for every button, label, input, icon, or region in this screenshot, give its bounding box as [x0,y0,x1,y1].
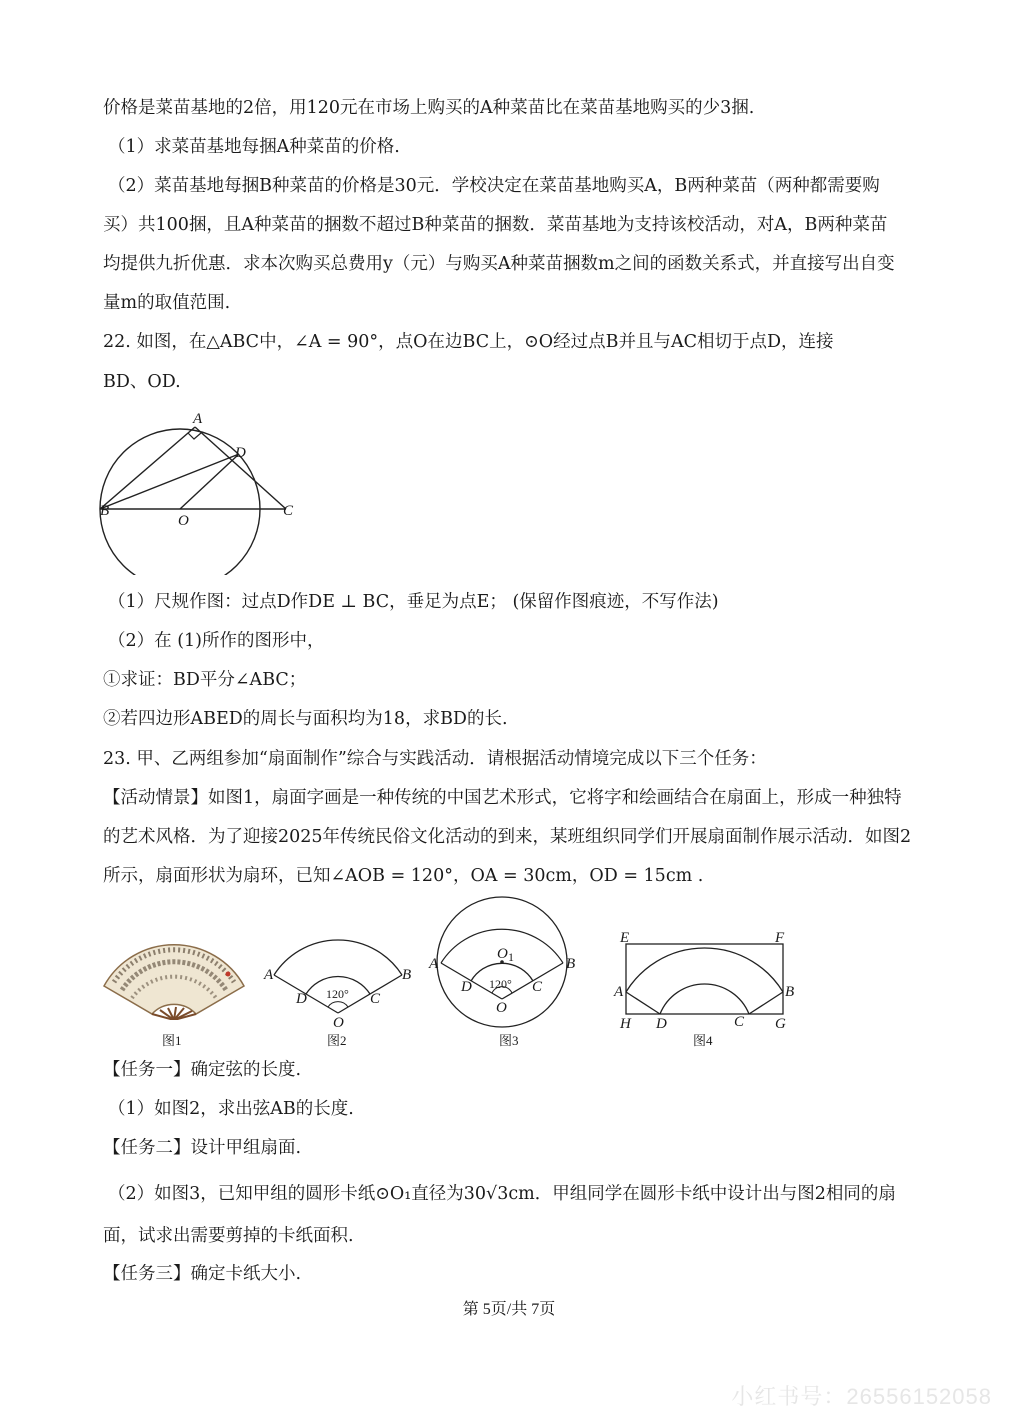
text-line-3: （2）菜苗基地每捆B种菜苗的价格是30元．学校决定在菜苗基地购买A，B两种菜苗（两种都需要购 [108,176,880,196]
segment-bd [100,454,239,509]
text-line-4: 买）共100捆，且A种菜苗的捆数不超过B种菜苗的捆数．菜苗基地为支持该校活动，对A，B两种菜苗 [103,215,888,235]
text-line-21: 面，试求出需要剪掉的卡纸面积. [103,1226,354,1246]
text-line-5: 均提供九折优惠．求本次购买总费用y（元）与购买A种菜苗捆数m之间的函数关系式，并直接写出自变 [103,254,895,274]
text-line-10: （2）在 (1)所作的图形中， [108,631,325,651]
label-b: B [566,956,576,972]
text-line-2: （1）求菜苗基地每捆A种菜苗的价格. [108,137,400,157]
figure-1-fan-image [100,940,248,1020]
text-line-18: （1）如图2，求出弦AB的长度. [108,1099,354,1119]
angle-label: 120° [326,987,349,1001]
figure-q22 [98,405,308,575]
caption-figure-1: 图1 [162,1033,182,1048]
figure-4-rectangle-card [612,930,797,1030]
text-line-1: 价格是菜苗基地的2倍，用120元在市场上购买的A种菜苗比在菜苗基地购买的少3捆. [103,98,755,118]
question-23-stem: 23. 甲、乙两组参加“扇面制作”综合与实践活动．请根据活动情境完成以下三个任务： [103,749,767,769]
task-2-heading: 【任务二】设计甲组扇面. [103,1138,302,1158]
label-g: G [775,1016,786,1030]
label-c: C [734,1014,745,1030]
text-line-12: ②若四边形ABED的周长与面积均为18，求BD的长. [103,709,508,729]
label-c: C [283,503,294,519]
label-e: E [620,930,630,946]
page-footer: 第 5页/共 7页 [462,1301,556,1318]
label-a: A [264,967,274,983]
task-3-heading: 【任务三】确定卡纸大小. [103,1264,302,1284]
label-c: C [370,991,381,1007]
label-b: B [785,984,795,1000]
task-1-heading: 【任务一】确定弦的长度. [103,1060,302,1080]
text-line-8: BD、OD. [103,372,181,392]
label-a: A [193,411,203,427]
figure-3-circle-card [425,895,585,1030]
label-d: D [656,1016,667,1030]
segment-ac [195,427,286,509]
caption-figure-2: 图2 [327,1033,347,1048]
angle-label: 120° [489,977,512,991]
text-line-9: （1）尺规作图：过点D作DE ⊥ BC，垂足为点E； (保留作图痕迹，不写作法) [108,592,719,612]
caption-figure-3: 图3 [499,1033,519,1048]
label-c: C [532,979,543,995]
label-o: O [333,1015,344,1030]
text-line-15: 的艺术风格．为了迎接2025年传统民俗文化活动的到来，某班组织同学们开展扇面制作展示活动．如图2 [103,827,912,847]
label-a: A [614,984,624,1000]
label-d: D [235,445,246,461]
question-22-stem: 22. 如图，在△ABC中，∠A = 90°，点O在边BC上，⊙O经过点B并且与AC相切于点D，连接 [103,332,834,352]
text-line-6: 量m的取值范围. [103,293,231,313]
text-line-16: 所示，扇面形状为扇环，已知∠AOB = 120°，OA = 30cm，OD = 15cm . [103,866,704,886]
label-d: D [461,979,472,995]
label-b: B [402,967,412,983]
label-o1-sub: 1 [508,950,514,964]
text-line-14: 【活动情景】如图1，扇面字画是一种传统的中国艺术形式，它将字和绘画结合在扇面上，形成一种独特 [103,788,902,808]
text-line-20: （2）如图3，已知甲组的圆形卡纸⊙O₁直径为30√3cm．甲组同学在圆形卡纸中设计出与图2相同的扇 [108,1184,896,1204]
label-h: H [620,1016,631,1030]
figure-2-sector-ring [262,935,417,1030]
label-a: A [429,956,439,972]
caption-figure-4: 图4 [693,1033,713,1048]
label-o1: O [497,946,508,962]
segment-od [180,454,239,509]
label-o: O [496,1000,507,1016]
segment-ab [100,427,195,509]
right-angle-mark [188,433,201,439]
label-b: B [100,503,110,519]
text-line-11: ①求证：BD平分∠ABC； [103,670,307,690]
label-f: F [775,930,785,946]
label-o: O [178,513,189,529]
watermark: 小红书号：26556152058 [731,1384,992,1409]
label-d: D [296,991,307,1007]
